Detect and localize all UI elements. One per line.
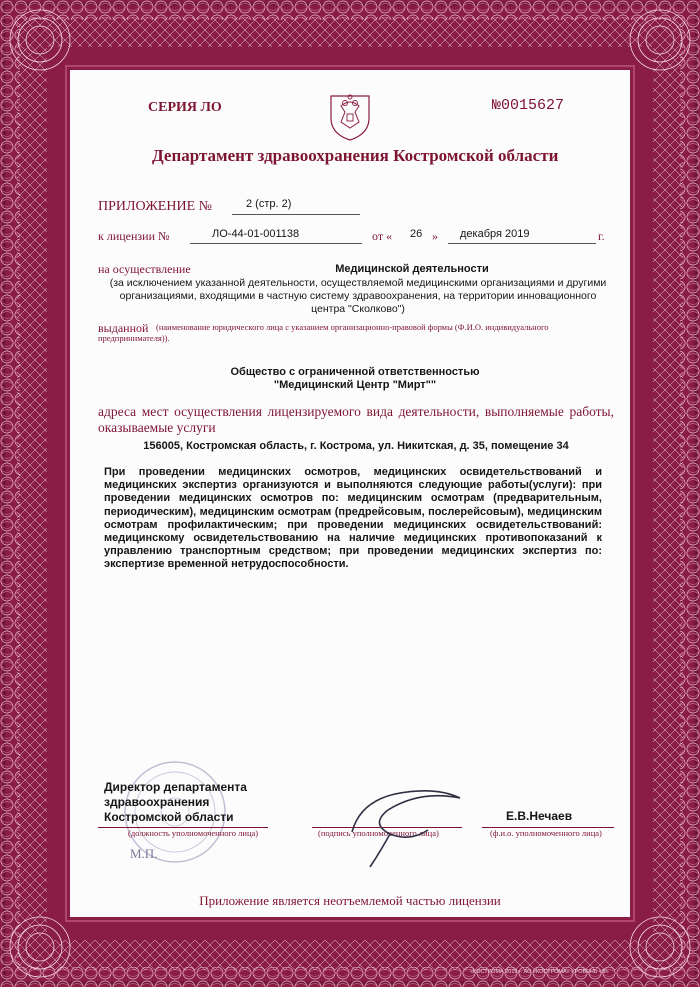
license-year-suffix: г. xyxy=(598,229,605,243)
appendix-underline xyxy=(232,214,360,215)
handwritten-signature xyxy=(340,772,480,872)
license-month-year: декабря 2019 xyxy=(460,228,530,240)
license-from-label: от « xyxy=(372,229,393,243)
document-number: №0015627 xyxy=(492,97,565,114)
organization-line2: "Медицинский Центр "Мирт"" xyxy=(273,379,437,391)
name-caption: (ф.и.о. уполномоченного лица) xyxy=(490,828,602,838)
license-label: к лицензии № xyxy=(98,229,170,243)
services-text: При проведении медицинских осмотров, медицинских освидетельствований и медицинских экспертиз организуются и выполняются следующие работы(услуги): при проведении медицинских осмотров по: медицинским осмотрам (предварительным, периодическим), медицинским осмотрам (предрейсовым, послерейсовым), медицинским осмотрам профилактическим; при проведении медицинских освидетельствований: медицинскому освидетельствованию на наличие медицинских противопоказаний к управлению транспортным средством; при проведении медицинских экспертиз по: экспертизе временной нетрудоспособности. xyxy=(104,466,602,571)
appendix-label: ПРИЛОЖЕНИЕ № xyxy=(98,199,212,214)
position-line3: Костромской области xyxy=(104,810,234,824)
license-day-close: » xyxy=(432,229,438,243)
addresses-label: адреса мест осуществления лицензируемого вида деятельности, выполняемые работы, оказываемые услуги xyxy=(98,404,614,435)
signatory-name: Е.В.Нечаев xyxy=(506,809,573,823)
stamp-label: М.П. xyxy=(130,846,158,861)
series-label: СЕРИЯ ЛО xyxy=(148,100,222,115)
license-day: 26 xyxy=(410,228,423,240)
position-line2: здравоохранения xyxy=(104,795,210,809)
organization-line1: Общество с ограниченной ответственностью xyxy=(230,366,480,378)
issued-label: выданной xyxy=(98,321,149,335)
issued-note: (наименование юридического лица с указанием организационно-правовой формы (Ф.И.О. индивидуального предпринимателя)). xyxy=(98,322,549,343)
activity-title: Медицинской деятельности xyxy=(335,263,489,275)
address-value: 156005, Костромская область, г. Кострома, ул. Никитская, д. 35, помещение 34 xyxy=(143,440,569,452)
license-date-underline xyxy=(448,243,596,244)
footer-note: Приложение является неотъемлемой частью лицензии xyxy=(199,893,501,908)
appendix-value: 2 (стр. 2) xyxy=(246,198,292,210)
position-caption: (должность уполномоченного лица) xyxy=(128,828,259,838)
license-number-underline xyxy=(190,243,362,244)
activity-description: (за исключением указанной деятельности, осуществляемой медицинскими организациями и другими организациями, входящими в частную систему здравоохранения, на территории инновационного центра "Сколково") xyxy=(109,277,607,315)
department-title: Департамент здравоохранения Костромской области xyxy=(152,146,559,165)
signature-caption: (подпись уполномоченного лица) xyxy=(318,828,439,838)
signatory-position xyxy=(104,780,247,825)
russian-coat-of-arms-icon xyxy=(325,88,375,143)
position-line1: Директор департамента xyxy=(104,780,247,794)
license-number: ЛО-44-01-001138 xyxy=(212,228,300,240)
activity-label: на осуществление xyxy=(98,262,191,276)
printer-imprint: «КОСТРОМА 2019». АО «КОСТРОМА» УРОВЕНЬ «Б» xyxy=(470,969,609,975)
